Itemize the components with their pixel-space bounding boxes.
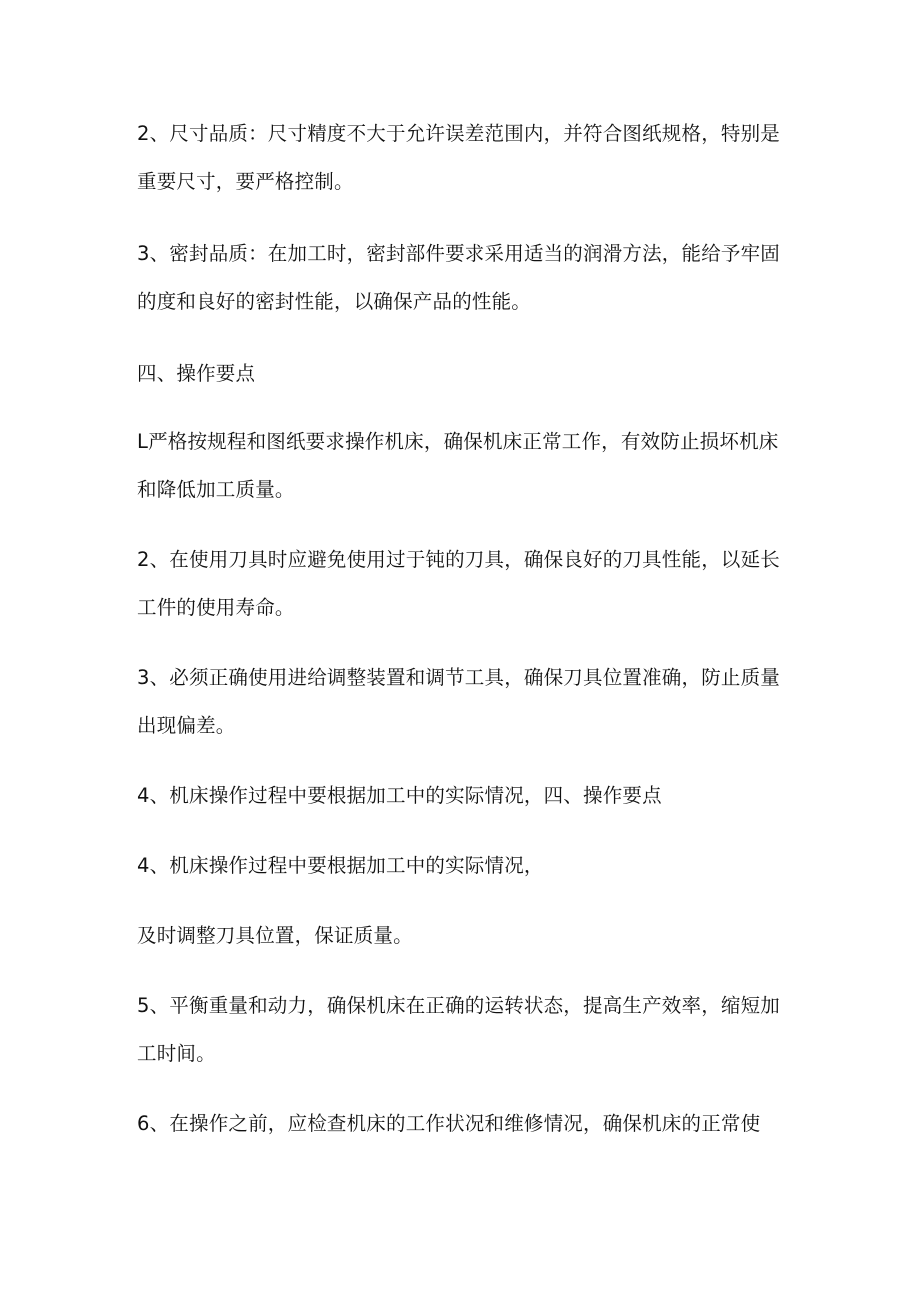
section-heading-operation-points: 四、操作要点 [137,362,256,385]
paragraph-point-4-continuation: 及时调整刀具位置，保证质量。 [137,924,413,947]
paragraph-point-1: L严格按规程和图纸要求操作机床，确保机床正常工作，有效防止损坏机床和降低加工质量。 [137,430,779,501]
paragraph-point-3: 3、必须正确使用进给调整装置和调节工具，确保刀具位置准确，防止质量出现偏差。 [137,666,781,737]
paragraph-point-6: 6、在操作之前，应检查机床的工作状况和维修情况，确保机床的正常使 [137,1112,761,1135]
paragraph-point-4-repeat: 4、机床操作过程中要根据加工中的实际情况，四、操作要点 [137,784,662,807]
paragraph-seal-quality: 3、密封品质：在加工时，密封部件要求采用适当的润滑方法，能给予牢固的度和良好的密封性能，以确保产品的性能。 [137,242,781,313]
paragraph-dimension-quality: 2、尺寸品质：尺寸精度不大于允许误差范围内，并符合图纸规格，特别是重要尺寸，要严格控制。 [137,122,781,193]
paragraph-point-2: 2、在使用刀具时应避免使用过于钝的刀具，确保良好的刀具性能，以延长工件的使用寿命。 [137,548,781,619]
paragraph-point-5: 5、平衡重量和动力，确保机床在正确的运转状态，提高生产效率，缩短加工时间。 [137,994,781,1065]
paragraph-point-4: 4、机床操作过程中要根据加工中的实际情况， [137,854,544,877]
